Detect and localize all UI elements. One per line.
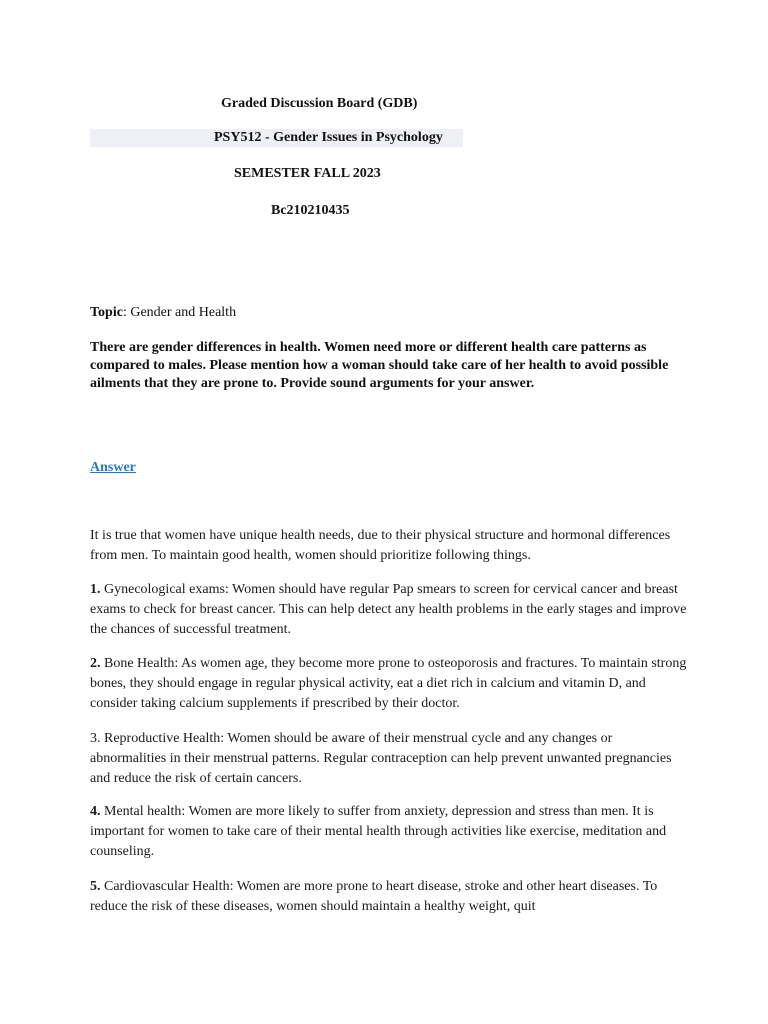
- point-text: Gynecological exams: Women should have regular Pap smears to screen for cervical cancer and breast exams to check for breast cancer. This can help detect any health problems in the early stages and improve the chances of successful treatment.: [90, 582, 687, 637]
- point-text: Reproductive Health: Women should be aware of their menstrual cycle and any changes or abnormalities in their menstrual patterns. Regular contraception can help prevent unwanted pregnancies and reduce the risk of certain cancers.: [90, 731, 672, 786]
- point-text: Mental health: Women are more likely to suffer from anxiety, depression and stress than men. It is important for women to take care of their mental health through activities like exercise, meditation and counseling.: [90, 804, 667, 859]
- course-title: PSY512 - Gender Issues in Psychology: [214, 130, 443, 145]
- point-number: 3.: [90, 731, 101, 746]
- semester-label: SEMESTER FALL 2023: [234, 166, 381, 181]
- point-item-gynecological: [90, 580, 690, 640]
- point-number: 1.: [90, 582, 101, 597]
- point-number: 2.: [90, 656, 101, 671]
- point-text: Cardiovascular Health: Women are more prone to heart disease, stroke and other heart diseases. To reduce the risk of these diseases, women should maintain a healthy weight, quit: [90, 879, 658, 914]
- point-number: 5.: [90, 879, 101, 894]
- point-item-bone-health: [90, 654, 690, 714]
- answer-link[interactable]: Answer: [90, 460, 136, 475]
- gdb-title: Graded Discussion Board (GDB): [221, 96, 418, 111]
- intro-paragraph: It is true that women have unique health needs, due to their physical structure and hormonal differences from men. To maintain good health, women should prioritize following things.: [90, 528, 671, 563]
- topic-value: Gender and Health: [130, 305, 237, 320]
- topic-label: Topic: [90, 305, 123, 320]
- topic-separator: :: [122, 305, 131, 320]
- question-text: There are gender differences in health. Women need more or different health care patterns as compared to males. Please mention how a woman should take care of her health to avoid possible ailments that they are prone to. Provide sound arguments for your answer.: [90, 340, 669, 391]
- point-item-reproductive-health: [90, 729, 690, 789]
- point-item-cardiovascular-health: [90, 877, 690, 917]
- point-number: 4.: [90, 804, 101, 819]
- topic-line: [90, 304, 236, 322]
- student-id: Bc210210435: [271, 203, 350, 218]
- point-text: Bone Health: As women age, they become more prone to osteoporosis and fractures. To maintain strong bones, they should engage in regular physical activity, eat a diet rich in calcium and vitamin D, and consider taking calcium supplements if prescribed by their doctor.: [90, 656, 687, 711]
- point-item-mental-health: [90, 802, 690, 862]
